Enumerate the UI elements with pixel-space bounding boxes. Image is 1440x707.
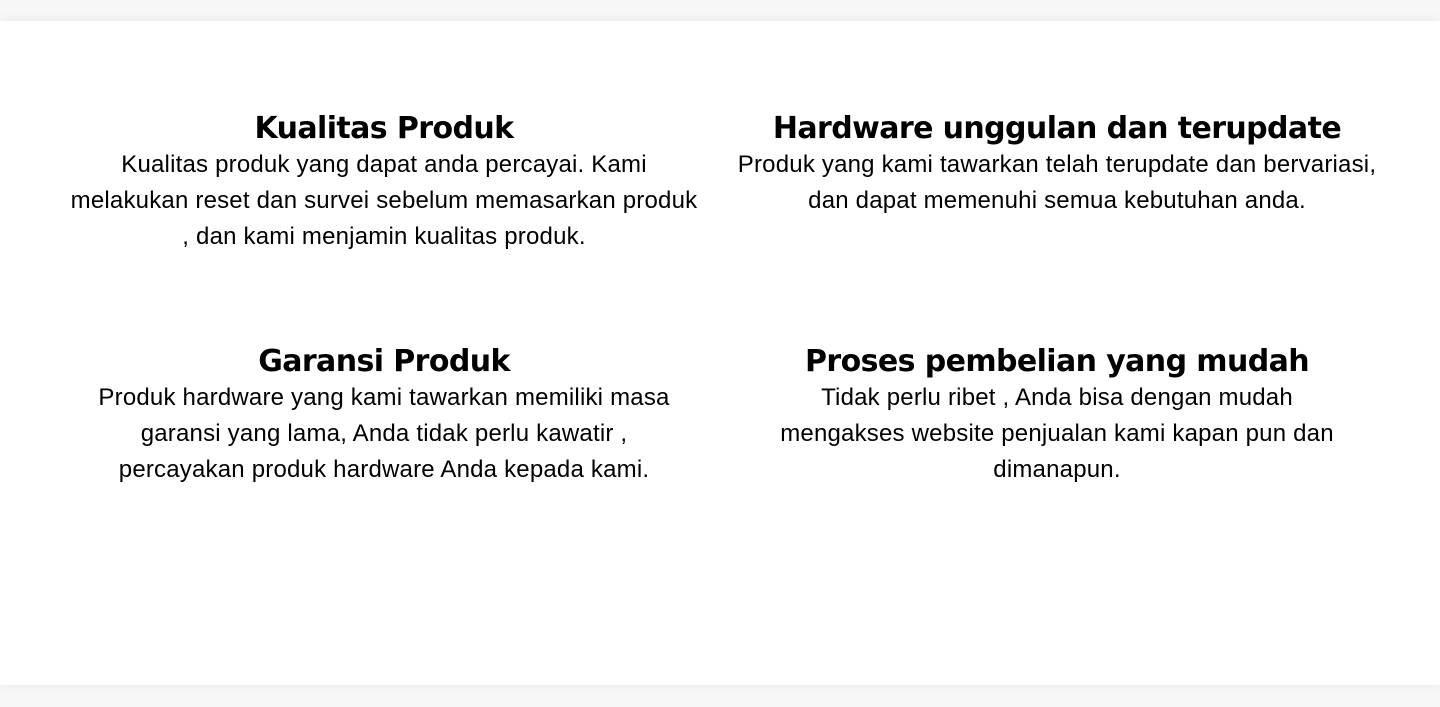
feature-description: Produk yang kami tawarkan telah terupdate dan bervariasi, dan dapat memenuhi semua kebutuhan anda.: [737, 151, 1377, 214]
feature-hardware: [737, 111, 1377, 219]
feature-product-quality: [64, 111, 704, 255]
feature-title: Garansi Produk: [258, 344, 510, 379]
feature-description: Tidak perlu ribet , Anda bisa dengan mudah mengakses website penjualan kami kapan pun dan dimanapun.: [780, 384, 1334, 483]
feature-title: Proses pembelian yang mudah: [805, 344, 1309, 379]
feature-title: Kualitas Produk: [254, 111, 514, 146]
feature-easy-purchase: [737, 344, 1377, 488]
feature-warranty: [64, 344, 704, 488]
feature-description: Kualitas produk yang dapat anda percayai. Kami melakukan reset dan survei sebelum memasarkan produk , dan kami menjamin kualitas produk.: [70, 151, 698, 250]
feature-title: Hardware unggulan dan terupdate: [772, 111, 1342, 146]
features-section: [0, 21, 1440, 685]
feature-description: Produk hardware yang kami tawarkan memiliki masa garansi yang lama, Anda tidak perlu kawatir , percayakan produk hardware Anda kepada kami.: [98, 384, 670, 483]
